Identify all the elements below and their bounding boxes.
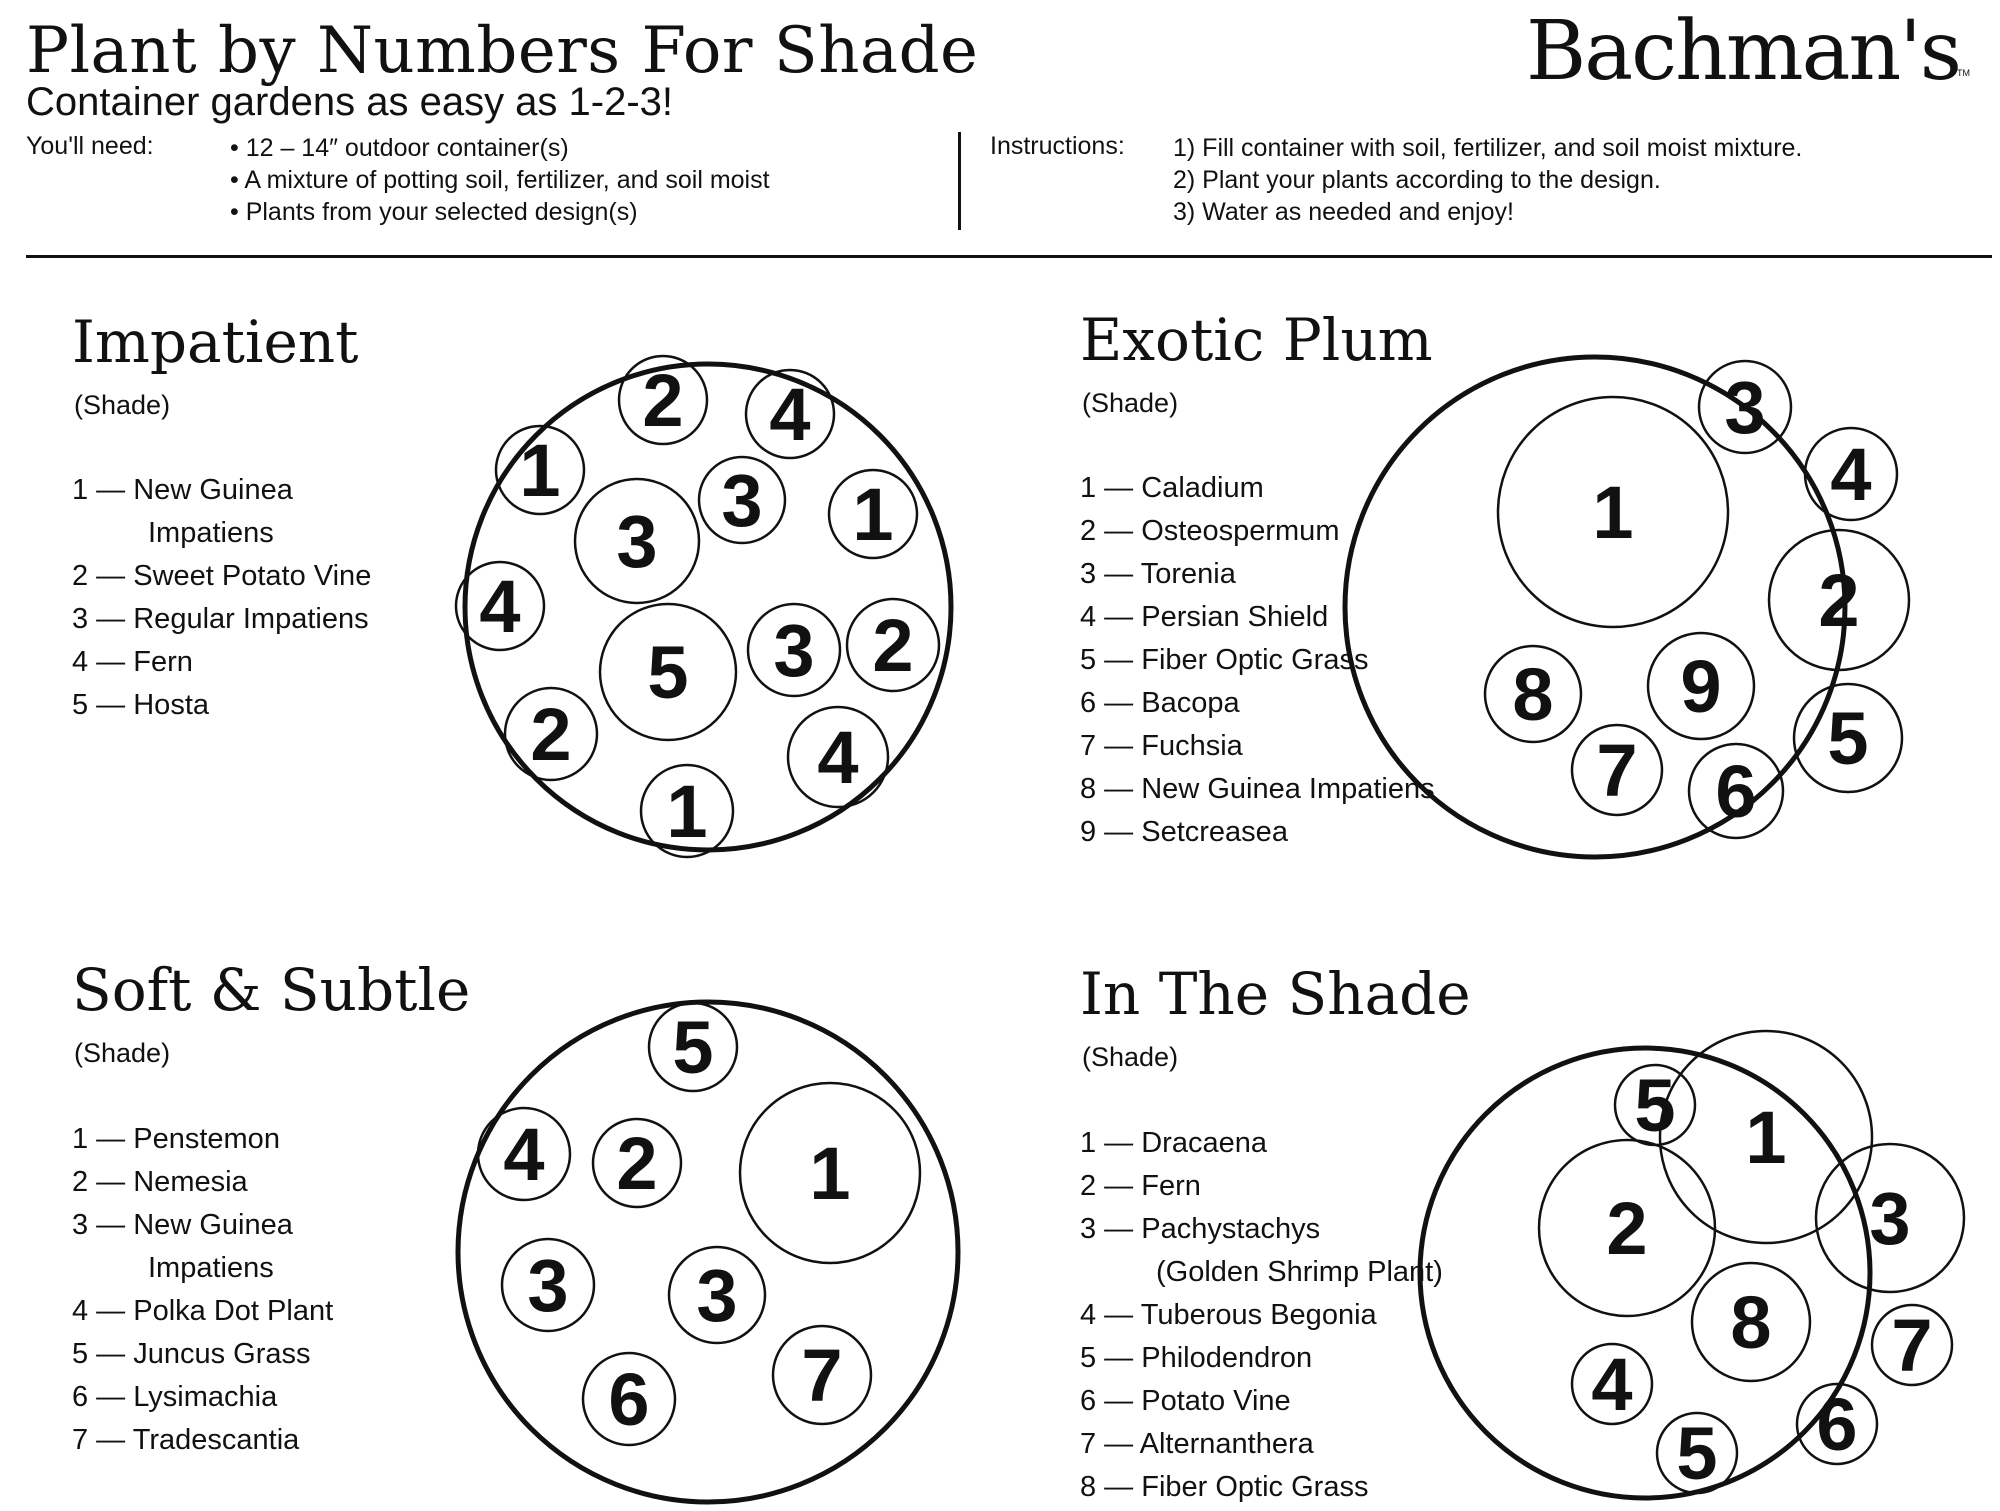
needs-item: • 12 – 14″ outdoor container(s) [230, 132, 770, 164]
planting-spot-number: 3 [696, 1254, 738, 1337]
legend-item: 2 — Osteospermum [1080, 515, 1340, 547]
legend-item: 1 — Penstemon [72, 1123, 280, 1155]
planting-spot-number: 5 [1634, 1064, 1676, 1147]
planting-spot-number: 7 [1891, 1304, 1933, 1387]
planting-spot-number: 4 [1830, 433, 1872, 516]
planting-spot-number: 2 [642, 359, 684, 442]
planting-spot-number: 7 [1596, 729, 1638, 812]
legend-item: 2 — Nemesia [72, 1166, 248, 1198]
planting-spot-number: 4 [1591, 1343, 1633, 1426]
design-title-impatient: Impatient [72, 308, 359, 376]
planting-spot-number: 4 [769, 373, 811, 456]
planting-spot-number: 2 [872, 604, 914, 687]
design-title-exotic-plum: Exotic Plum [1080, 306, 1433, 374]
legend-item: 6 — Bacopa [1080, 687, 1240, 719]
legend-item: 2 — Fern [1080, 1170, 1201, 1202]
planting-spot-number: 4 [817, 716, 859, 799]
legend-item: 4 — Tuberous Begonia [1080, 1299, 1377, 1331]
planting-spot-number: 1 [519, 429, 561, 512]
design-light-soft-subtle: (Shade) [74, 1038, 171, 1068]
planting-spot-number: 5 [672, 1006, 714, 1089]
needs-item: • Plants from your selected design(s) [230, 196, 770, 228]
planting-spot-number: 7 [801, 1334, 843, 1417]
planting-spot-number: 2 [530, 693, 572, 776]
legend-item: 4 — Polka Dot Plant [72, 1295, 334, 1327]
planting-spot-number: 3 [773, 609, 815, 692]
instruction-step: 1) Fill container with soil, fertilizer, and soil moist mixture. [1173, 134, 1803, 162]
container-diagram-impatient [456, 356, 951, 857]
planting-spot-number: 2 [616, 1122, 658, 1205]
planting-spot-number: 5 [647, 631, 689, 714]
legend-item: 4 — Fern [72, 646, 193, 678]
legend-item: 5 — Fiber Optic Grass [1080, 644, 1369, 676]
planting-spot-number: 1 [1745, 1096, 1787, 1179]
planting-spot-number: 3 [616, 500, 658, 583]
legend-item: 1 — Dracaena [1080, 1127, 1267, 1159]
planting-spot-number: 6 [1816, 1383, 1858, 1466]
container-diagram-in-the-shade [1420, 1031, 1964, 1498]
planting-spot-number: 2 [1606, 1187, 1648, 1270]
design-light-impatient: (Shade) [74, 390, 171, 420]
planting-spot-number: 1 [666, 770, 708, 853]
instruction-step: 2) Plant your plants according to the design. [1173, 166, 1661, 194]
legend-item: 7 — Fuchsia [1080, 730, 1243, 762]
container-diagram-exotic-plum [1345, 357, 1909, 857]
legend-item: 6 — Lysimachia [72, 1381, 278, 1413]
legend-item: 9 — Setcreasea [1080, 816, 1288, 848]
legend-item: 3 — Torenia [1080, 558, 1236, 590]
planting-spot-number: 3 [721, 459, 763, 542]
legend-item: 5 — Juncus Grass [72, 1338, 311, 1370]
legend-item: 3 — New Guinea Impatiens [72, 1209, 293, 1284]
legend-item: 3 — Regular Impatiens [72, 603, 369, 635]
planting-spot-number: 6 [608, 1358, 650, 1441]
planting-spot-number: 1 [1592, 471, 1634, 554]
design-light-in-the-shade: (Shade) [1082, 1042, 1179, 1072]
legend-item: 5 — Philodendron [1080, 1342, 1313, 1374]
design-title-soft-subtle: Soft & Subtle [72, 956, 471, 1024]
planting-spot-number: 1 [809, 1132, 851, 1215]
legend-item: 8 — New Guinea Impatiens [1080, 773, 1435, 805]
legend-item: 5 — Hosta [72, 689, 209, 721]
container-diagram-soft-subtle [458, 1002, 958, 1502]
planting-spot-number: 8 [1730, 1281, 1772, 1364]
page-title: Plant by Numbers For Shade [26, 14, 979, 88]
planting-spot-number: 3 [1869, 1177, 1911, 1260]
legend-item: 6 — Potato Vine [1080, 1385, 1291, 1417]
planting-spot-number: 5 [1827, 697, 1869, 780]
legend-item: 1 — New Guinea Impatiens [72, 474, 293, 549]
design-title-in-the-shade: In The Shade [1080, 960, 1471, 1028]
needs-label: You'll need: [26, 132, 154, 160]
planting-spot-number: 3 [527, 1244, 569, 1327]
legend-item: 2 — Sweet Potato Vine [72, 560, 372, 592]
trademark-mark: TM [1957, 68, 1970, 78]
planting-spot-number: 9 [1680, 645, 1722, 728]
brand-logo: Bachman's [1526, 4, 1960, 99]
planting-spot-number: 8 [1512, 653, 1554, 736]
page-subtitle: Container gardens as easy as 1-2-3! [26, 80, 674, 124]
instruction-step: 3) Water as needed and enjoy! [1173, 198, 1514, 226]
planting-spot-number: 3 [1724, 366, 1766, 449]
planting-spot-number: 2 [1818, 559, 1860, 642]
planting-spot-number: 6 [1715, 750, 1757, 833]
design-light-exotic-plum: (Shade) [1082, 388, 1179, 418]
legend-item: 3 — Pachystachys (Golden Shrimp Plant) [1080, 1213, 1443, 1288]
needs-item: • A mixture of potting soil, fertilizer, and soil moist [230, 164, 770, 196]
legend-item: 7 — Tradescantia [72, 1424, 300, 1456]
planting-spot-number: 5 [1676, 1412, 1718, 1495]
legend-item: 1 — Caladium [1080, 472, 1264, 504]
planting-spot-number: 1 [852, 473, 894, 556]
legend-item: 4 — Persian Shield [1080, 601, 1329, 633]
legend-item: 7 — Alternanthera [1080, 1428, 1314, 1460]
planting-spot-number: 4 [503, 1113, 545, 1196]
planting-spot-number: 4 [479, 565, 521, 648]
instructions-label: Instructions: [990, 132, 1125, 160]
legend-item: 8 — Fiber Optic Grass [1080, 1471, 1369, 1503]
